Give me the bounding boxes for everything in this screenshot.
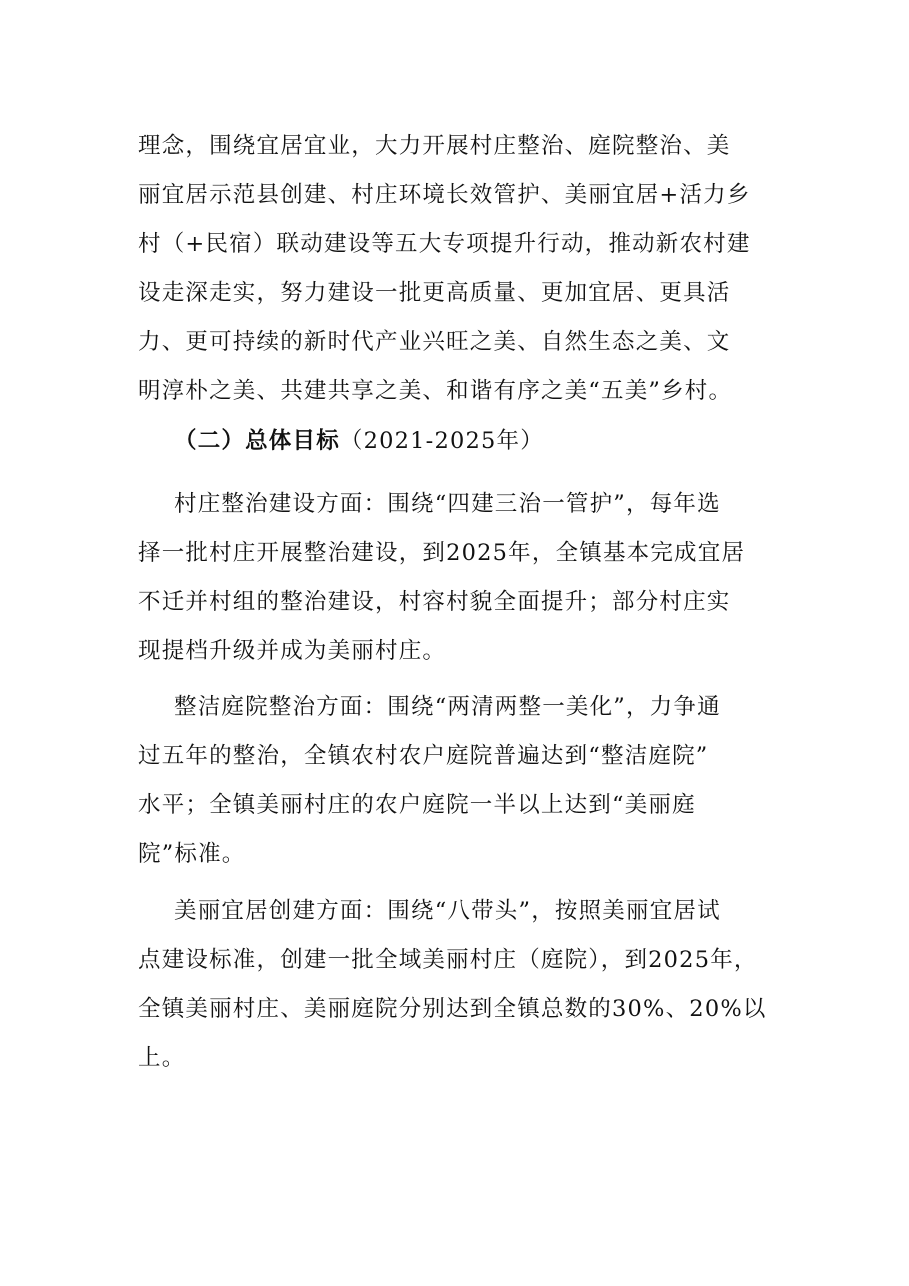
text-line: 点建设标准，创建一批全域美丽村庄（庭院），到2025年， [138,947,758,973]
text-line: 村（+民宿）联动建设等五大专项提升行动，推动新农村建 [138,231,751,257]
intro-paragraph [138,122,778,416]
text-line: 村庄整治建设方面：围绕“四建三治一管护”，每年选 [174,491,721,517]
text-line: 上。 [138,1045,186,1071]
text-line: 整洁庭院整治方面：围绕“两清两整一美化”，力争通 [174,694,721,720]
text-line: 过五年的整治，全镇农村农户庭院普遍达到“整洁庭院” [138,743,709,769]
text-line: 理念，围绕宜居宜业，大力开展村庄整治、庭院整治、美 [138,133,731,159]
text-line: 不迁并村组的整治建设，村容村貌全面提升；部分村庄实 [138,589,731,615]
text-line: 丽宜居示范县创建、村庄环境长效管护、美丽宜居+活力乡 [138,182,751,208]
text-line: 现提档升级并成为美丽村庄。 [138,638,447,664]
section-heading-years: （2021-2025年） [339,428,544,454]
section-heading [174,417,814,466]
text-line: 力、更可持续的新时代产业兴旺之美、自然生态之美、文 [138,329,731,355]
text-line: 明淳朴之美、共建共享之美、和谐有序之美“五美”乡村。 [138,378,733,404]
section-heading-title: （二）总体目标 [174,428,340,454]
courtyard-paragraph [138,683,778,879]
text-line: 全镇美丽村庄、美丽庭院分别达到全镇总数的30%、20%以 [138,996,767,1022]
text-line: 水平；全镇美丽村庄的农户庭院一半以上达到“美丽庭 [138,792,696,818]
text-line: 设走深走实，努力建设一批更高质量、更加宜居、更具活 [138,280,731,306]
beautiful-village-paragraph [138,887,778,1083]
village-paragraph [138,480,778,676]
text-line: 美丽宜居创建方面：围绕“八带头”，按照美丽宜居试 [174,898,721,924]
text-line: 择一批村庄开展整治建设，到2025年，全镇基本完成宜居 [138,540,746,566]
text-line: 院”标准。 [138,841,246,867]
